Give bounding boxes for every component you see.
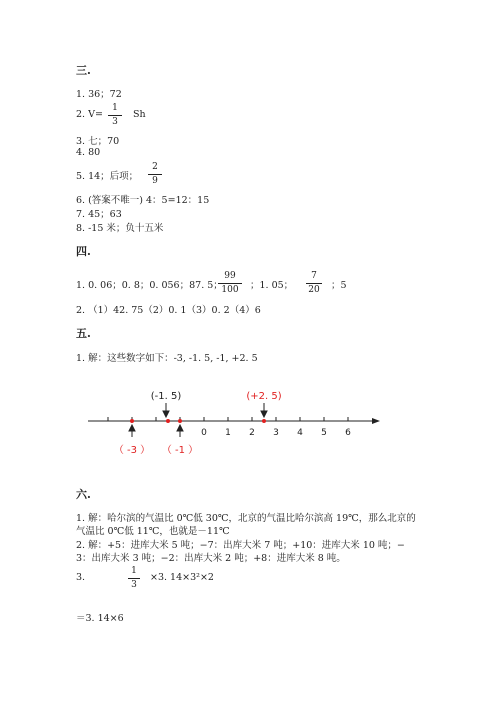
tick-label: 1 [225,428,231,438]
fraction-numerator: 1 [131,566,137,576]
answer-3-2-prefix: 2. V= [76,109,103,120]
fraction-bar [148,174,162,175]
label-minus-1: （ -1 ） [161,445,199,456]
answer-4-1-part-b: ；1. 05； [250,280,294,291]
tick-label: 4 [297,428,303,438]
positive-ticks [204,417,348,421]
answer-3-8: 8. -15 米；负十五米 [76,223,164,234]
point-minus-1 [178,419,182,423]
answer-6-2-line-2: 3：出库大米 3 吨；−2：出库大米 2 吨；+8：进库大米 8 吨。 [76,553,346,564]
answer-6-3-result: ＝3. 14×6 [76,613,124,624]
answer-3-6: 6. (答案不唯一) 4：5=12：15 [76,195,210,206]
arrow-head [261,411,267,417]
fraction-numerator: 1 [112,103,118,113]
section-4-heading: 四. [76,245,91,258]
fraction-numerator: 2 [152,162,158,172]
answer-5-1: 1. 解：这些数字如下：-3, -1. 5, -1, +2. 5 [76,353,258,364]
answer-6-3-expression: ×3. 14×3²×2 [150,572,214,583]
answer-4-2: 2. （1）42. 75（2）0. 1（3）0. 2（4）6 [76,305,261,316]
answer-3-2-suffix: Sh [133,109,146,120]
answer-4-1-fraction-1 [218,271,242,296]
answer-6-1-line-2: 气温比 0℃低 11℃，也就是－11℃ [76,526,230,537]
section-5-heading: 五. [76,327,91,340]
arrow-head [177,425,183,431]
label-plus-2-5: (+2. 5) [246,391,282,402]
answer-3-2-fraction [108,103,122,128]
tick-label: 3 [273,428,279,438]
fraction-denominator: 3 [112,117,118,127]
axis-arrow-head [372,418,380,424]
answer-6-1-line-1: 1. 解：哈尔滨的气温比 0℃低 30℃，北京的气温比哈尔滨高 19℃，那么北京的 [76,513,416,524]
answer-3-1: 1. 36；72 [76,89,122,100]
label-minus-1-5: (-1. 5) [150,391,182,402]
tick-label: 5 [321,428,327,438]
section-3-heading: 三. [76,64,91,77]
point-minus-1-5 [166,419,170,423]
answer-4-1-fraction-2 [306,271,322,296]
label-minus-3: （ -3 ） [113,445,151,456]
answer-4-1-part-a: 1. 0. 06；0. 8；0. 056；87. 5； [76,280,223,291]
number-line-figure [80,385,400,465]
arrow-head [129,425,135,431]
answer-4-1-part-c: ；5 [331,280,347,291]
answer-6-3-fraction [128,566,140,591]
fraction-denominator: 100 [221,285,239,295]
fraction-bar [218,283,242,284]
fraction-bar [128,578,140,579]
answer-3-5-fraction [148,162,162,187]
fraction-denominator: 9 [152,176,158,186]
tick-label: 6 [345,428,351,438]
point-plus-2-5 [262,419,266,423]
answer-6-2-line-1: 2. 解：+5：进库大米 5 吨；−7：出库大米 7 吨；+10：进库大米 10 吨；− [76,540,405,551]
fraction-numerator: 7 [311,271,317,281]
fraction-denominator: 20 [308,285,320,295]
fraction-bar [108,115,122,116]
tick-label: 0 [201,428,207,438]
arrow-head [163,411,169,417]
answer-3-3: 3. 七；70 [76,136,120,147]
fraction-numerator: 99 [224,271,236,281]
fraction-bar [306,283,322,284]
answer-3-7: 7. 45；63 [76,209,122,220]
answer-3-5-prefix: 5. 14；后项； [76,171,139,182]
section-6-heading: 六. [76,488,91,501]
answer-6-3-prefix: 3. [76,572,86,583]
point-minus-3 [130,419,134,423]
fraction-denominator: 3 [131,580,137,590]
tick-label: 2 [249,428,255,438]
answer-3-4: 4. 80 [76,147,101,158]
